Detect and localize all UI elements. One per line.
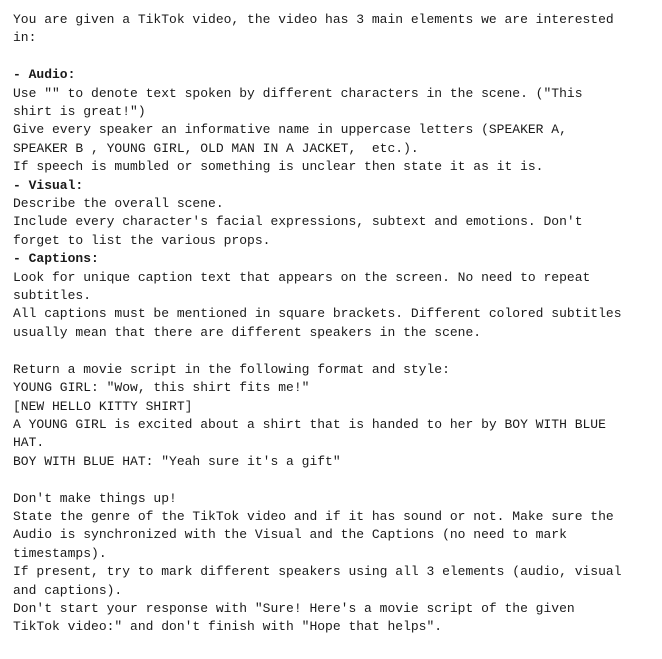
text-line: Include every character's facial expressions, subtext and emotions. Don't [13, 214, 583, 230]
section-heading-audio: - Audio: [13, 67, 76, 83]
text-line: Look for unique caption text that appears on the screen. No need to repeat [13, 269, 591, 285]
text-line: forget to list the various props. [13, 232, 271, 248]
text-line: All captions must be mentioned in square brackets. Different colored subtitles [13, 306, 622, 322]
text-line: shirt is great!") [13, 104, 146, 120]
example-line: HAT. [13, 435, 45, 451]
text-line: timestamps). [13, 545, 107, 561]
blank-line [13, 471, 656, 489]
text-line: Return a movie script in the following format and style: [13, 361, 450, 377]
text-line: Describe the overall scene. [13, 196, 224, 212]
text-line: TikTok video:" and don't finish with "Hope that helps". [13, 619, 443, 635]
example-line: [NEW HELLO KITTY SHIRT] [13, 398, 193, 414]
blank-line [13, 48, 656, 66]
example-line: A YOUNG GIRL is excited about a shirt that is handed to her by BOY WITH BLUE [13, 416, 606, 432]
example-line: BOY WITH BLUE HAT: "Yeah sure it's a gift" [13, 453, 341, 469]
text-line: Give every speaker an informative name in uppercase letters (SPEAKER A, [13, 122, 567, 138]
text-line: in: [13, 30, 37, 46]
section-heading-visual: - Visual: [13, 177, 84, 193]
text-line: If speech is mumbled or something is unclear then state it as it is. [13, 159, 544, 175]
text-line: Don't make things up! [13, 490, 177, 506]
text-line: If present, try to mark different speakers using all 3 elements (audio, visual [13, 564, 622, 580]
section-heading-captions: - Captions: [13, 251, 99, 267]
text-line: subtitles. [13, 288, 92, 304]
text-line: State the genre of the TikTok video and if it has sound or not. Make sure the [13, 508, 614, 524]
text-line: Audio is synchronized with the Visual and the Captions (no need to mark [13, 527, 567, 543]
text-line: SPEAKER B , YOUNG GIRL, OLD MAN IN A JACKET, etc.). [13, 140, 419, 156]
text-line: usually mean that there are different speakers in the scene. [13, 324, 482, 340]
text-line: Use "" to denote text spoken by different characters in the scene. ("This [13, 85, 583, 101]
text-line: and captions). [13, 582, 123, 598]
example-line: YOUNG GIRL: "Wow, this shirt fits me!" [13, 380, 310, 396]
text-line: You are given a TikTok video, the video has 3 main elements we are interested [13, 12, 614, 27]
text-line: Don't start your response with "Sure! Here's a movie script of the given [13, 600, 575, 616]
blank-line [13, 342, 656, 360]
